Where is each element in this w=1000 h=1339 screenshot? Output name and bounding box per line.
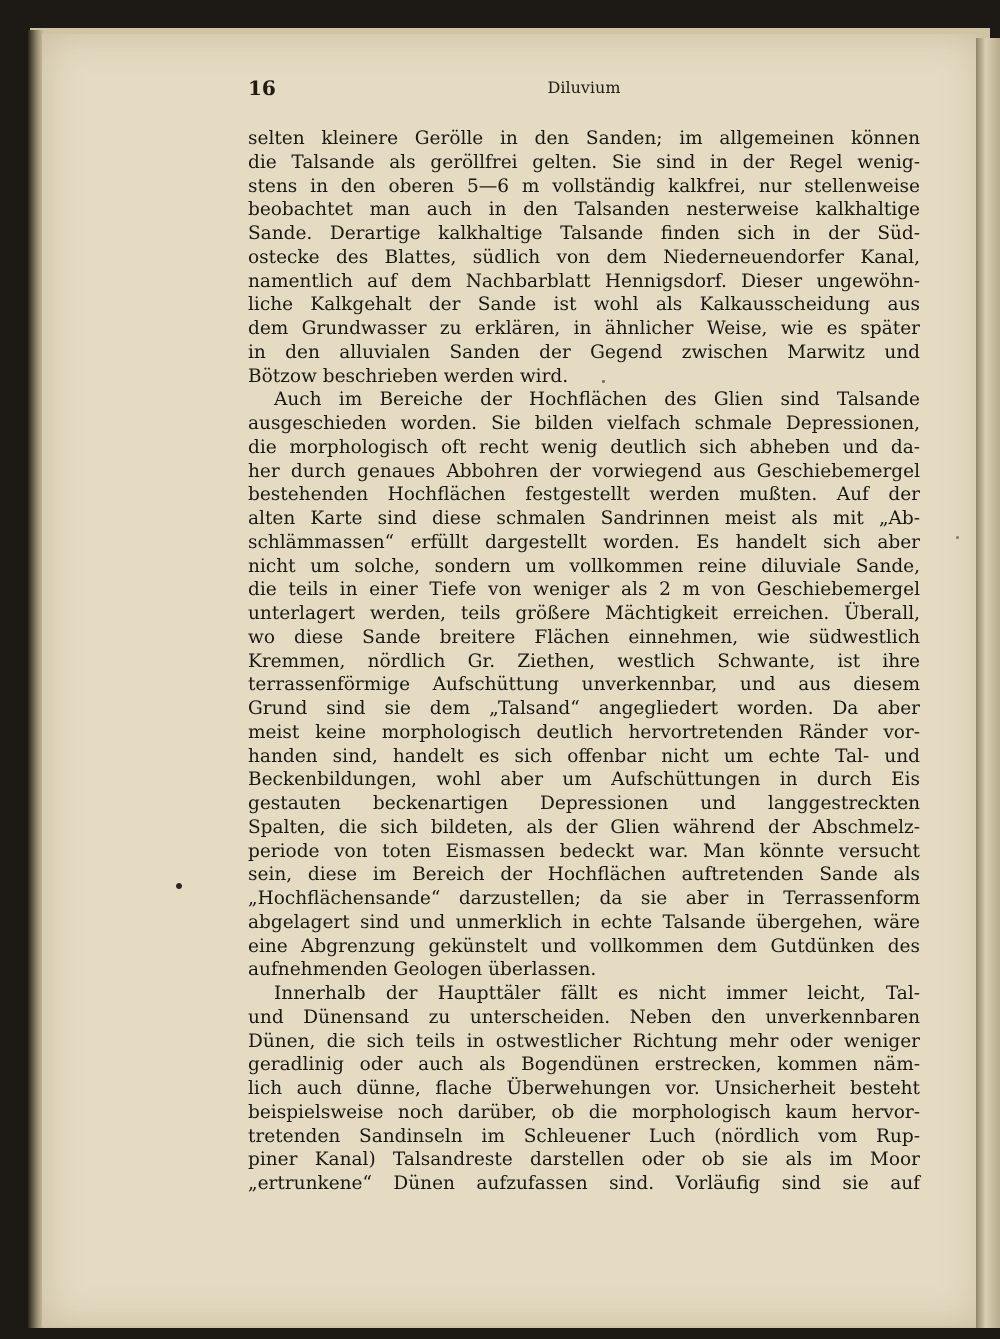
text-line: dem Grundwasser zu erklären, in ähnlicher Weise, wie es später [248,318,920,339]
text-line: stens in den oberen 5—6 m vollständig kalkfrei, nur stellenweise [248,175,920,197]
text-line: Beckenbildungen, wohl aber um Aufschüttungen in durch Eis [248,769,920,791]
text-line: selten kleinere Gerölle in den Sanden; im allgemeinen können [248,128,920,149]
text-line: tretenden Sandinseln im Schleuener Luch (nördlich vom Rup- [248,1125,920,1147]
text-line: Spalten, die sich bildeten, als der Glien während der Abschmelz- [248,816,920,838]
text-line: ausgeschieden worden. Sie bilden vielfach schmale Depressionen, [248,413,920,434]
text-line: Innerhalb der Haupttäler fällt es nicht immer leicht, Tal- [274,983,920,1004]
text-line: alten Karte sind diese schmalen Sandrinnen meist als mit „Ab- [248,508,920,529]
text-line: handen sind, handelt es sich offenbar nicht um echte Tal- und [248,745,920,767]
next-page-edge [976,38,1000,1328]
text-line: Grund sind sie dem „Talsand“ angegliedert worden. Da aber [248,698,920,719]
text-line: Auch im Bereiche der Hochflächen des Glien sind Talsande [274,389,920,411]
ink-speck [176,883,182,889]
text-line: Kremmen, nördlich Gr. Ziethen, westlich Schwante, ist ihre [248,650,920,672]
text-line: Dünen, die sich teils in ostwestlicher Richtung mehr oder weniger [248,1030,920,1052]
text-line: liche Kalkgehalt der Sande ist wohl als Kalkausscheidung aus [248,294,920,316]
text-line: gestauten beckenartigen Depressionen und langgestreckten [248,793,920,814]
text-line: Sande. Derartige kalkhaltige Talsande finden sich in der Süd- [248,223,920,244]
text-line: namentlich auf dem Nachbarblatt Hennigsdorf. Dieser ungewöhn- [248,270,920,292]
text-line: meist keine morphologisch deutlich hervortretenden Ränder vor- [248,721,920,743]
text-line: die morphologisch oft recht wenig deutlich sich abheben und da- [248,436,920,458]
text-line: „Hochflächensande“ darzustellen; da sie aber in Terrassenform [248,888,920,909]
text-line: sein, diese im Bereich der Hochflächen auftretenden Sande als [248,864,920,886]
text-line: „ertrunkene“ Dünen aufzufassen sind. Vorläufig sind sie auf [248,1173,920,1194]
page-number: 16 [248,76,276,100]
ink-speck [956,536,959,539]
text-line: ostecke des Blattes, südlich von dem Niederneuendorfer Kanal, [248,246,920,268]
text-line: lich auch dünne, flache Überwehungen vor. Unsicherheit besteht [248,1078,920,1099]
text-line: aufnehmenden Geologen überlassen. [248,959,597,981]
text-line: und Dünensand zu unterscheiden. Neben den unverkennbaren [248,1006,920,1028]
text-line: in den alluvialen Sanden der Gegend zwischen Marwitz und [248,341,920,363]
text-line: geradlinig oder auch als Bogendünen erstrecken, kommen näm- [248,1054,920,1076]
text-line: die Talsande als geröllfrei gelten. Sie sind in der Regel wenig- [248,151,920,173]
text-line: abgelagert sind und unmerklich in echte Talsande übergehen, wäre [248,911,920,933]
text-line: bestehenden Hochflächen festgestellt werden mußten. Auf der [248,484,920,506]
text-line: unterlagert werden, teils größere Mächtigkeit erreichen. Überall, [248,603,920,624]
body-text [248,127,920,1196]
ink-speck [602,380,605,383]
text-line: nicht um solche, sondern um vollkommen reine diluviale Sande, [248,555,920,577]
text-line: eine Abgrenzung gekünstelt und vollkommen dem Gutdünken des [248,935,920,957]
text-line: beobachtet man auch in den Talsanden nesterweise kalkhaltige [248,199,920,221]
text-line: periode von toten Eismassen bedeckt war. Man könnte versucht [248,840,920,862]
text-line: terrassenförmige Aufschüttung unverkennbar, und aus diesem [248,674,920,696]
text-line: beispielsweise noch darüber, ob die morphologisch kaum hervor- [248,1101,920,1123]
text-line: her durch genaues Abbohren der vorwiegend aus Geschiebemergel [248,460,920,482]
running-title: Diluvium [547,78,621,97]
text-line: Bötzow beschrieben werden wird. [248,365,569,387]
text-line: die teils in einer Tiefe von weniger als 2 m von Geschiebemergel [248,579,920,601]
text-line: schlämmassen“ erfüllt dargestellt worden. Es handelt sich aber [248,531,920,553]
text-line: wo diese Sande breitere Flächen einnehmen, wie südwestlich [248,626,920,648]
page-header [248,72,920,106]
text-line: piner Kanal) Talsandreste darstellen oder ob sie als im Moor [248,1149,920,1171]
